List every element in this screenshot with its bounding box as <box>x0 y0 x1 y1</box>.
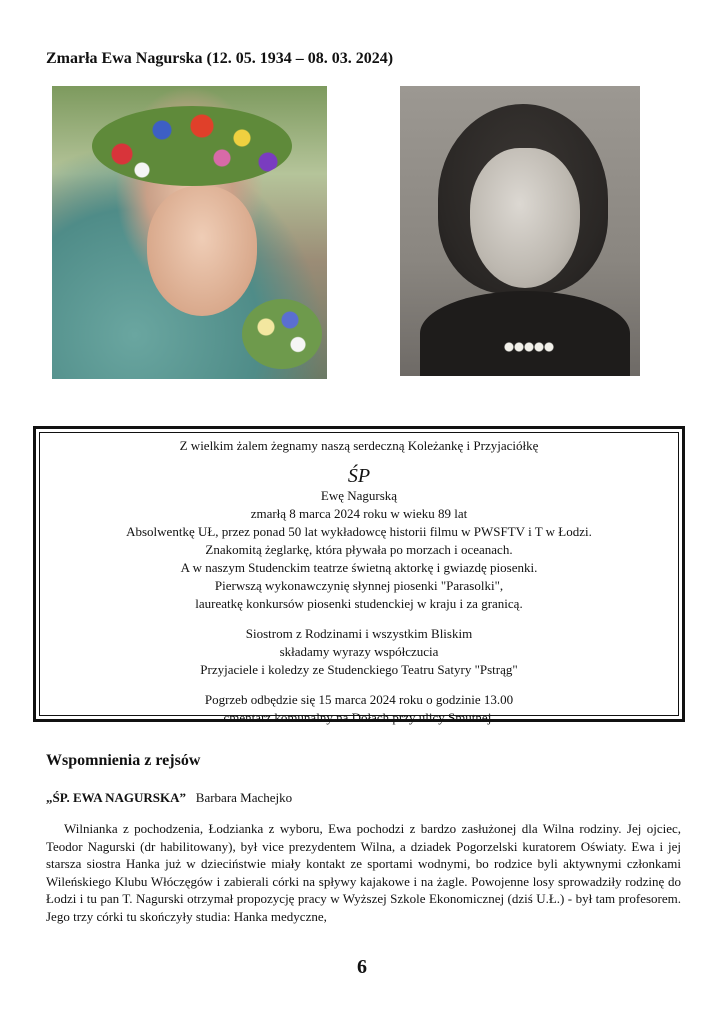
obituary-line: Znakomitą żeglarkę, która pływała po morzach i oceanach. <box>205 542 513 557</box>
condolence-line: Przyjaciele i koledzy ze Studenckiego Teatru Satyry "Pstrąg" <box>200 662 518 677</box>
article-byline <box>46 790 292 806</box>
funeral-line: cmentarz komunalny na Dołach przy ulicy Smutnej. <box>223 710 495 725</box>
obituary-frame <box>33 426 685 725</box>
obituary-intro: Z wielkim żalem żegnamy naszą serdeczną Koleżankę i Przyjaciółkę <box>179 438 539 453</box>
obituary-line: zmarłą 8 marca 2024 roku w wieku 89 lat <box>250 506 468 521</box>
page-number: 6 <box>357 956 367 978</box>
flower-wreath <box>92 106 292 186</box>
condolence-line: Siostrom z Rodzinami i wszystkim Bliskim <box>245 626 473 641</box>
photo-vintage-portrait <box>400 86 640 376</box>
article-body: Wilnianka z pochodzenia, Łodzianka z wyboru, Ewa pochodzi z bardzo zasłużonej dla Wilna rodziny. Jej ojciec, Teodor Nagurski (dr habilitowany), był vice prezydentem Wilna, a dziadek Pogorzelski kuratorem Oświaty. Ewa i jej starsza siostra Hanka już w dzieciństwie miały kontakt ze sportami wodnymi, bo rodzice byli aktywnymi członkami Wileńskiego Klubu Włóczęgów i zabierali córki na spływy kajakowe i na żagle. Powojenne losy sprowadziły rodzinę do Łodzi i tu pan T. Nagurski otrzymał propozycję pracy w Wyższej Szkole Ekonomicznej (dziś U.Ł.) - był tam profesorem. Jego trzy córki tu skończyły studia: Hanka medyczne, <box>46 821 681 924</box>
pearl-necklace <box>504 340 554 354</box>
obituary-content <box>39 432 679 725</box>
funeral-line: Pogrzeb odbędzie się 15 marca 2024 roku o godzinie 13.00 <box>204 692 514 707</box>
face <box>470 148 580 288</box>
page-title: Zmarła Ewa Nagurska (12. 05. 1934 – 08. 03. 2024) <box>46 50 394 67</box>
obituary-line: A w naszym Studenckim teatrze świetną aktorkę i gwiazdę piosenki. <box>180 560 538 575</box>
obituary-line: Pierwszą wykonawczynię słynnej piosenki "Parasolki", <box>214 578 504 593</box>
obituary-sp: ŚP <box>347 465 371 487</box>
obituary-line: Ewę Nagurską <box>320 488 398 503</box>
condolence-line: składamy wyrazy współczucia <box>279 644 439 659</box>
bouquet <box>242 299 322 369</box>
article-title: „ŚP. EWA NAGURSKA” <box>46 790 187 805</box>
obituary-line: Absolwentkę UŁ, przez ponad 50 lat wykładowcę historii filmu w PWSFTV i T w Łodzi. <box>126 524 592 539</box>
article-author: Barbara Machejko <box>195 790 293 805</box>
face <box>147 186 257 316</box>
section-title: Wspomnienia z rejsów <box>46 752 201 769</box>
obituary-line: laureatkę konkursów piosenki studenckiej w kraju i za granicą. <box>195 596 523 611</box>
dress <box>420 291 630 376</box>
photo-woman-with-flower-wreath <box>52 86 327 379</box>
